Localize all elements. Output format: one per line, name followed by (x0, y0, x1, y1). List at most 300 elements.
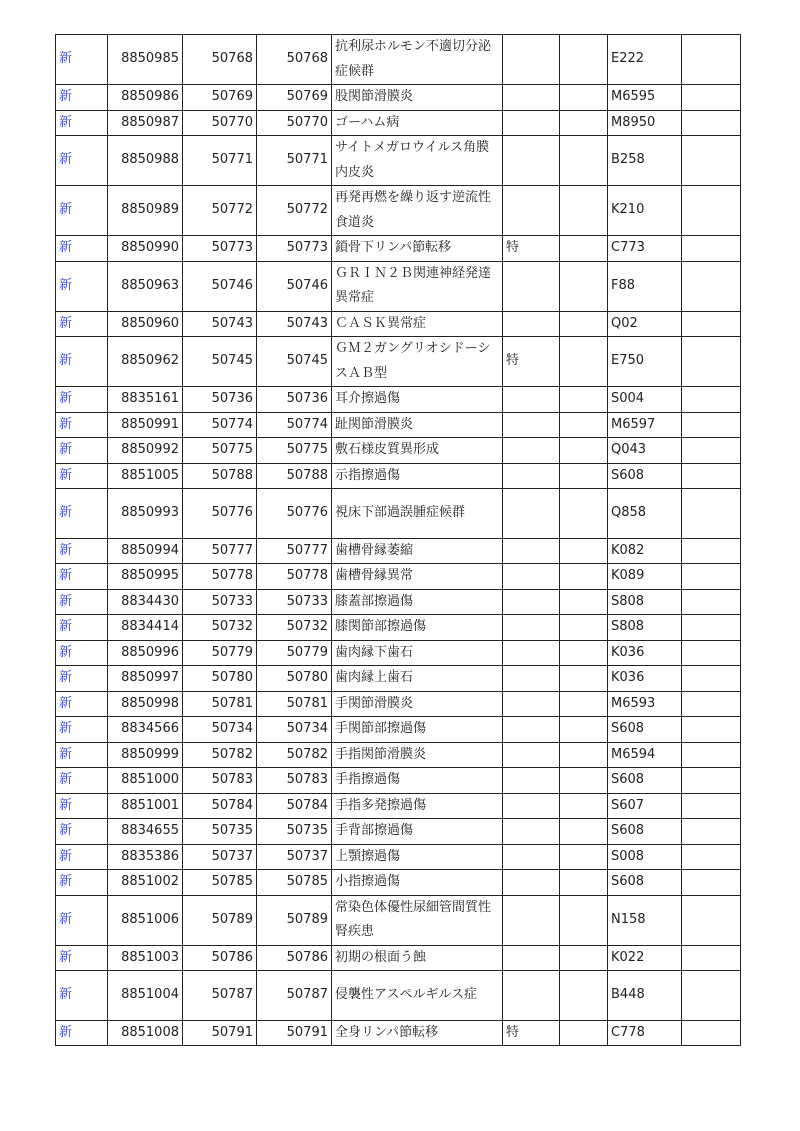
blank-cell (560, 136, 608, 186)
icd10-code-cell: K036 (608, 666, 682, 692)
disease-name-cell: 手指関節滑膜炎 (332, 742, 503, 768)
icd10-code-cell: Q858 (608, 489, 682, 539)
exchange-code-cell: 50781 (183, 691, 257, 717)
disease-code-cell: 8851002 (108, 870, 183, 896)
blank-cell (682, 793, 741, 819)
blank-cell (560, 236, 608, 262)
icd10-code-cell: S608 (608, 768, 682, 794)
blank-cell (560, 768, 608, 794)
disease-name-cell: 侵襲性アスペルギルス症 (332, 971, 503, 1021)
blank-cell (560, 895, 608, 945)
special-flag-cell (503, 945, 560, 971)
icd10-code-cell: C773 (608, 236, 682, 262)
icd10-code-cell: Q043 (608, 438, 682, 464)
blank-cell (682, 35, 741, 85)
table-row (56, 742, 741, 768)
blank-cell (682, 691, 741, 717)
exchange-code-cell: 50736 (183, 387, 257, 413)
special-flag-cell (503, 564, 560, 590)
blank-cell (682, 387, 741, 413)
base-code-cell: 50789 (257, 895, 332, 945)
disease-name-cell: 手関節滑膜炎 (332, 691, 503, 717)
exchange-code-cell: 50771 (183, 136, 257, 186)
special-flag-cell (503, 819, 560, 845)
exchange-code-cell: 50743 (183, 311, 257, 337)
disease-code-cell: 8850960 (108, 311, 183, 337)
blank-cell (560, 311, 608, 337)
change-type-cell: 新 (56, 186, 108, 236)
base-code-cell: 50770 (257, 110, 332, 136)
disease-name-cell: 歯槽骨縁萎縮 (332, 538, 503, 564)
blank-cell (682, 819, 741, 845)
special-flag-cell (503, 110, 560, 136)
blank-cell (560, 971, 608, 1021)
change-type-cell: 新 (56, 412, 108, 438)
blank-cell (560, 1020, 608, 1046)
change-type-cell: 新 (56, 136, 108, 186)
blank-cell (682, 110, 741, 136)
special-flag-cell (503, 186, 560, 236)
disease-name-cell: ＧＭ２ガングリオシドーシスＡＢ型 (332, 337, 503, 387)
base-code-cell: 50782 (257, 742, 332, 768)
disease-name-cell: 再発再燃を繰り返す逆流性食道炎 (332, 186, 503, 236)
special-flag-cell (503, 615, 560, 641)
blank-cell (682, 640, 741, 666)
icd10-code-cell: Q02 (608, 311, 682, 337)
change-type-cell: 新 (56, 438, 108, 464)
disease-name-cell: 手指擦過傷 (332, 768, 503, 794)
blank-cell (560, 564, 608, 590)
disease-code-cell: 8851003 (108, 945, 183, 971)
blank-cell (682, 463, 741, 489)
exchange-code-cell: 50746 (183, 261, 257, 311)
icd10-code-cell: S607 (608, 793, 682, 819)
icd10-code-cell: C778 (608, 1020, 682, 1046)
special-flag-cell (503, 666, 560, 692)
special-flag-cell: 特 (503, 337, 560, 387)
table-row (56, 793, 741, 819)
base-code-cell: 50777 (257, 538, 332, 564)
disease-code-cell: 8850993 (108, 489, 183, 539)
blank-cell (682, 236, 741, 262)
table-row (56, 1020, 741, 1046)
disease-code-cell: 8850994 (108, 538, 183, 564)
icd10-code-cell: K089 (608, 564, 682, 590)
table-row (56, 589, 741, 615)
change-type-cell: 新 (56, 666, 108, 692)
special-flag-cell (503, 387, 560, 413)
special-flag-cell (503, 742, 560, 768)
disease-name-cell: 小指擦過傷 (332, 870, 503, 896)
icd10-code-cell: M6595 (608, 85, 682, 111)
special-flag-cell (503, 768, 560, 794)
special-flag-cell (503, 85, 560, 111)
exchange-code-cell: 50733 (183, 589, 257, 615)
change-type-cell: 新 (56, 337, 108, 387)
special-flag-cell (503, 438, 560, 464)
blank-cell (682, 615, 741, 641)
disease-name-cell: 趾関節滑膜炎 (332, 412, 503, 438)
table-row (56, 691, 741, 717)
base-code-cell: 50787 (257, 971, 332, 1021)
disease-code-cell: 8850992 (108, 438, 183, 464)
change-type-cell: 新 (56, 717, 108, 743)
change-type-cell: 新 (56, 1020, 108, 1046)
base-code-cell: 50734 (257, 717, 332, 743)
change-type-cell: 新 (56, 589, 108, 615)
base-code-cell: 50785 (257, 870, 332, 896)
blank-cell (560, 793, 608, 819)
disease-code-cell: 8850998 (108, 691, 183, 717)
disease-name-cell: ＧＲＩＮ２Ｂ関連神経発達異常症 (332, 261, 503, 311)
disease-code-cell: 8851006 (108, 895, 183, 945)
exchange-code-cell: 50768 (183, 35, 257, 85)
blank-cell (682, 261, 741, 311)
disease-name-cell: 示指擦過傷 (332, 463, 503, 489)
disease-name-cell: 膝関節部擦過傷 (332, 615, 503, 641)
change-type-cell: 新 (56, 85, 108, 111)
blank-cell (560, 538, 608, 564)
change-type-cell: 新 (56, 538, 108, 564)
disease-code-cell: 8851005 (108, 463, 183, 489)
disease-name-cell: 手関節部擦過傷 (332, 717, 503, 743)
special-flag-cell: 特 (503, 236, 560, 262)
table-row (56, 640, 741, 666)
blank-cell (682, 311, 741, 337)
base-code-cell: 50784 (257, 793, 332, 819)
blank-cell (560, 742, 608, 768)
change-type-cell: 新 (56, 870, 108, 896)
table-row (56, 261, 741, 311)
blank-cell (682, 438, 741, 464)
disease-code-cell: 8850963 (108, 261, 183, 311)
disease-code-cell: 8850995 (108, 564, 183, 590)
change-type-cell: 新 (56, 615, 108, 641)
table-row (56, 35, 741, 85)
base-code-cell: 50786 (257, 945, 332, 971)
disease-name-cell: 全身リンパ節転移 (332, 1020, 503, 1046)
blank-cell (560, 438, 608, 464)
base-code-cell: 50772 (257, 186, 332, 236)
special-flag-cell (503, 261, 560, 311)
exchange-code-cell: 50737 (183, 844, 257, 870)
exchange-code-cell: 50777 (183, 538, 257, 564)
disease-name-cell: ＣＡＳＫ異常症 (332, 311, 503, 337)
blank-cell (682, 412, 741, 438)
table-row (56, 136, 741, 186)
exchange-code-cell: 50785 (183, 870, 257, 896)
exchange-code-cell: 50774 (183, 412, 257, 438)
icd10-code-cell: E750 (608, 337, 682, 387)
icd10-code-cell: E222 (608, 35, 682, 85)
exchange-code-cell: 50779 (183, 640, 257, 666)
blank-cell (560, 412, 608, 438)
change-type-cell: 新 (56, 742, 108, 768)
icd10-code-cell: M6597 (608, 412, 682, 438)
change-type-cell: 新 (56, 564, 108, 590)
change-type-cell: 新 (56, 110, 108, 136)
change-type-cell: 新 (56, 387, 108, 413)
blank-cell (560, 615, 608, 641)
blank-cell (682, 768, 741, 794)
special-flag-cell (503, 489, 560, 539)
exchange-code-cell: 50770 (183, 110, 257, 136)
blank-cell (682, 85, 741, 111)
icd10-code-cell: S608 (608, 819, 682, 845)
table-row (56, 337, 741, 387)
disease-code-cell: 8850997 (108, 666, 183, 692)
change-type-cell: 新 (56, 844, 108, 870)
table-row (56, 463, 741, 489)
icd10-code-cell: K082 (608, 538, 682, 564)
exchange-code-cell: 50769 (183, 85, 257, 111)
table-row (56, 844, 741, 870)
blank-cell (682, 717, 741, 743)
special-flag-cell (503, 717, 560, 743)
base-code-cell: 50732 (257, 615, 332, 641)
table-row (56, 945, 741, 971)
blank-cell (682, 136, 741, 186)
special-flag-cell (503, 412, 560, 438)
special-flag-cell (503, 640, 560, 666)
blank-cell (682, 337, 741, 387)
special-flag-cell (503, 691, 560, 717)
disease-code-cell: 8850985 (108, 35, 183, 85)
exchange-code-cell: 50788 (183, 463, 257, 489)
disease-code-cell: 8851000 (108, 768, 183, 794)
base-code-cell: 50768 (257, 35, 332, 85)
disease-name-cell: 敷石様皮質異形成 (332, 438, 503, 464)
base-code-cell: 50783 (257, 768, 332, 794)
change-type-cell: 新 (56, 640, 108, 666)
blank-cell (682, 666, 741, 692)
table-row (56, 311, 741, 337)
change-type-cell: 新 (56, 35, 108, 85)
table-row (56, 438, 741, 464)
table-row (56, 489, 741, 539)
blank-cell (682, 742, 741, 768)
table-row (56, 870, 741, 896)
disease-code-cell: 8835386 (108, 844, 183, 870)
blank-cell (682, 538, 741, 564)
base-code-cell: 50736 (257, 387, 332, 413)
base-code-cell: 50779 (257, 640, 332, 666)
exchange-code-cell: 50791 (183, 1020, 257, 1046)
disease-name-cell: 初期の根面う蝕 (332, 945, 503, 971)
blank-cell (560, 945, 608, 971)
change-type-cell: 新 (56, 768, 108, 794)
special-flag-cell (503, 35, 560, 85)
blank-cell (682, 564, 741, 590)
icd10-code-cell: S608 (608, 870, 682, 896)
icd10-code-cell: S008 (608, 844, 682, 870)
table-row (56, 819, 741, 845)
blank-cell (560, 35, 608, 85)
base-code-cell: 50743 (257, 311, 332, 337)
blank-cell (682, 870, 741, 896)
exchange-code-cell: 50786 (183, 945, 257, 971)
base-code-cell: 50781 (257, 691, 332, 717)
blank-cell (560, 489, 608, 539)
icd10-code-cell: M6594 (608, 742, 682, 768)
disease-code-cell: 8834566 (108, 717, 183, 743)
exchange-code-cell: 50789 (183, 895, 257, 945)
blank-cell (682, 1020, 741, 1046)
disease-name-cell: 膝蓋部擦過傷 (332, 589, 503, 615)
special-flag-cell (503, 589, 560, 615)
disease-code-cell: 8850989 (108, 186, 183, 236)
disease-code-cell: 8850987 (108, 110, 183, 136)
disease-name-cell: 鎖骨下リンパ節転移 (332, 236, 503, 262)
table-row (56, 717, 741, 743)
base-code-cell: 50771 (257, 136, 332, 186)
blank-cell (682, 844, 741, 870)
special-flag-cell (503, 895, 560, 945)
exchange-code-cell: 50776 (183, 489, 257, 539)
disease-code-cell: 8850999 (108, 742, 183, 768)
icd10-code-cell: K022 (608, 945, 682, 971)
disease-code-cell: 8850988 (108, 136, 183, 186)
special-flag-cell (503, 870, 560, 896)
base-code-cell: 50737 (257, 844, 332, 870)
table-row (56, 186, 741, 236)
blank-cell (682, 971, 741, 1021)
change-type-cell: 新 (56, 971, 108, 1021)
blank-cell (560, 110, 608, 136)
disease-name-cell: 上顎擦過傷 (332, 844, 503, 870)
icd10-code-cell: S608 (608, 463, 682, 489)
icd10-code-cell: B448 (608, 971, 682, 1021)
blank-cell (560, 261, 608, 311)
exchange-code-cell: 50735 (183, 819, 257, 845)
special-flag-cell (503, 463, 560, 489)
base-code-cell: 50774 (257, 412, 332, 438)
exchange-code-cell: 50783 (183, 768, 257, 794)
special-flag-cell (503, 793, 560, 819)
disease-code-cell: 8834430 (108, 589, 183, 615)
exchange-code-cell: 50773 (183, 236, 257, 262)
blank-cell (560, 819, 608, 845)
exchange-code-cell: 50745 (183, 337, 257, 387)
blank-cell (560, 387, 608, 413)
change-type-cell: 新 (56, 463, 108, 489)
change-type-cell: 新 (56, 819, 108, 845)
exchange-code-cell: 50782 (183, 742, 257, 768)
icd10-code-cell: F88 (608, 261, 682, 311)
special-flag-cell (503, 971, 560, 1021)
base-code-cell: 50745 (257, 337, 332, 387)
exchange-code-cell: 50772 (183, 186, 257, 236)
change-type-cell: 新 (56, 311, 108, 337)
base-code-cell: 50778 (257, 564, 332, 590)
table-row (56, 110, 741, 136)
table-row (56, 666, 741, 692)
table-row (56, 412, 741, 438)
disease-name-cell: 耳介擦過傷 (332, 387, 503, 413)
table-row (56, 236, 741, 262)
disease-code-cell: 8851001 (108, 793, 183, 819)
change-type-cell: 新 (56, 261, 108, 311)
disease-code-cell: 8850996 (108, 640, 183, 666)
icd10-code-cell: S808 (608, 615, 682, 641)
blank-cell (560, 186, 608, 236)
icd10-code-cell: K210 (608, 186, 682, 236)
change-type-cell: 新 (56, 489, 108, 539)
disease-name-cell: 歯肉縁下歯石 (332, 640, 503, 666)
icd10-code-cell: N158 (608, 895, 682, 945)
blank-cell (560, 870, 608, 896)
icd10-code-cell: M8950 (608, 110, 682, 136)
table-row (56, 387, 741, 413)
blank-cell (682, 186, 741, 236)
base-code-cell: 50773 (257, 236, 332, 262)
exchange-code-cell: 50780 (183, 666, 257, 692)
table-row (56, 85, 741, 111)
change-type-cell: 新 (56, 895, 108, 945)
disease-name-cell: 股関節滑膜炎 (332, 85, 503, 111)
disease-code-cell: 8851008 (108, 1020, 183, 1046)
table-row (56, 615, 741, 641)
table-row (56, 768, 741, 794)
base-code-cell: 50780 (257, 666, 332, 692)
change-type-cell: 新 (56, 691, 108, 717)
base-code-cell: 50746 (257, 261, 332, 311)
blank-cell (682, 945, 741, 971)
special-flag-cell (503, 538, 560, 564)
blank-cell (560, 85, 608, 111)
exchange-code-cell: 50775 (183, 438, 257, 464)
disease-code-cell: 8850986 (108, 85, 183, 111)
icd10-code-cell: S808 (608, 589, 682, 615)
icd10-code-cell: S608 (608, 717, 682, 743)
icd10-code-cell: S004 (608, 387, 682, 413)
icd10-code-cell: K036 (608, 640, 682, 666)
special-flag-cell (503, 311, 560, 337)
blank-cell (682, 489, 741, 539)
base-code-cell: 50733 (257, 589, 332, 615)
disease-name-cell: 手背部擦過傷 (332, 819, 503, 845)
disease-name-cell: サイトメガロウイルス角膜内皮炎 (332, 136, 503, 186)
table-body (56, 35, 741, 1046)
disease-name-cell: 手指多発擦過傷 (332, 793, 503, 819)
exchange-code-cell: 50734 (183, 717, 257, 743)
base-code-cell: 50769 (257, 85, 332, 111)
blank-cell (560, 691, 608, 717)
icd10-code-cell: B258 (608, 136, 682, 186)
disease-code-cell: 8834655 (108, 819, 183, 845)
exchange-code-cell: 50778 (183, 564, 257, 590)
table-row (56, 564, 741, 590)
table-row (56, 971, 741, 1021)
disease-name-cell: 歯槽骨縁異常 (332, 564, 503, 590)
change-type-cell: 新 (56, 945, 108, 971)
disease-code-cell: 8851004 (108, 971, 183, 1021)
blank-cell (560, 463, 608, 489)
base-code-cell: 50788 (257, 463, 332, 489)
disease-code-cell: 8850991 (108, 412, 183, 438)
blank-cell (682, 589, 741, 615)
blank-cell (560, 640, 608, 666)
base-code-cell: 50791 (257, 1020, 332, 1046)
disease-name-cell: 視床下部過誤腫症候群 (332, 489, 503, 539)
exchange-code-cell: 50787 (183, 971, 257, 1021)
blank-cell (560, 589, 608, 615)
table-row (56, 895, 741, 945)
disease-name-cell: 抗利尿ホルモン不適切分泌症候群 (332, 35, 503, 85)
change-type-cell: 新 (56, 236, 108, 262)
exchange-code-cell: 50732 (183, 615, 257, 641)
disease-code-cell: 8835161 (108, 387, 183, 413)
